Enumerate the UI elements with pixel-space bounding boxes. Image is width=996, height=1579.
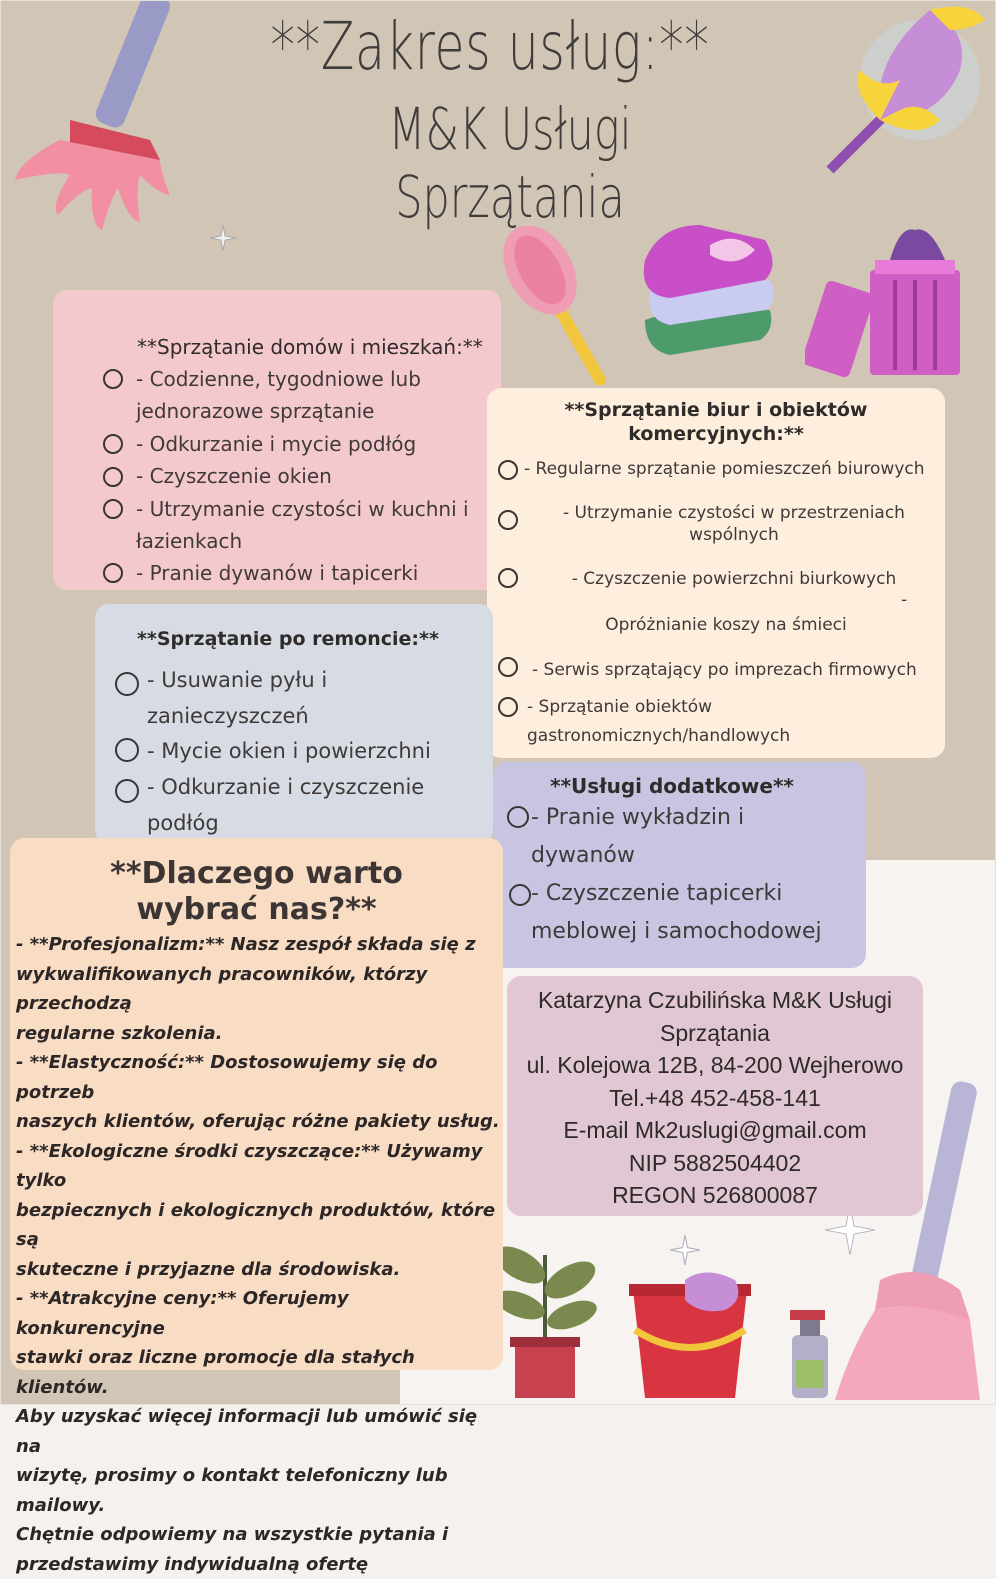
text-line: bezpiecznych i ekologicznych produktów, które są (16, 1196, 502, 1255)
office-heading-line-2: komercyjnych:** (487, 422, 945, 446)
list-item: dywanów (531, 837, 635, 875)
list-item: zanieczyszczeń (147, 698, 309, 734)
list-item: - Sprzątanie obiektów (527, 692, 712, 722)
text-line: Aby uzyskać więcej informacji lub umówić się na (16, 1402, 502, 1461)
list-item: - Utrzymanie czystości w przestrzeniach (524, 502, 944, 524)
office-heading-line-1: **Sprzątanie biur i obiektów (487, 398, 945, 422)
list-item: gastronomicznych/handlowych (527, 721, 790, 751)
contact-regon: REGON 526800087 (507, 1179, 923, 1212)
text-line: Chętnie odpowiemy na wszystkie pytania i (16, 1520, 502, 1550)
text-line: regularne szkolenia. (16, 1019, 502, 1049)
renovation-heading: **Sprzątanie po remoncie:** (137, 628, 439, 650)
list-item: - Czyszczenie powierzchni biurkowych (524, 564, 944, 594)
list-item: łazienkach (136, 525, 242, 557)
list-item: wspólnych (524, 524, 944, 546)
text-line: przedstawimy indywidualną ofertę (16, 1550, 502, 1579)
contact-address: ul. Kolejowa 12B, 84-200 Wejherowo (507, 1049, 923, 1082)
text-line: - **Profesjonalizm:** Nasz zespół składa się z (16, 930, 502, 960)
text-line: - **Elastyczność:** Dostosowujemy się do potrzeb (16, 1048, 502, 1107)
text-line: stawki oraz liczne promocje dla stałych klientów. (16, 1343, 502, 1402)
contact-name-cont: Sprzątania (507, 1017, 923, 1050)
list-item: - Odkurzanie i mycie podłóg (136, 428, 416, 460)
why-title-line-1: **Dlaczego warto (10, 856, 503, 892)
list-item: - Regularne sprzątanie pomieszczeń biurowych (524, 454, 925, 484)
text-line: skuteczne i przyjazne dla środowiska. (16, 1255, 502, 1285)
contact-phone[interactable]: Tel.+48 452-458-141 (507, 1082, 923, 1115)
list-item: - Pranie dywanów i tapicerki (136, 557, 418, 589)
list-item: - Odkurzanie i czyszczenie (147, 769, 424, 805)
text-line: naszych klientów, oferując różne pakiety usług. (16, 1107, 502, 1137)
list-item: podłóg (147, 805, 219, 841)
home-cleaning-heading: **Sprzątanie domów i mieszkań:** (137, 335, 483, 359)
list-item: meblowej i samochodowej (531, 913, 822, 951)
contact-nip: NIP 5882504402 (507, 1147, 923, 1180)
text-line: - **Ekologiczne środki czyszczące:** Używamy tylko (16, 1137, 502, 1196)
list-item: - Utrzymanie czystości w kuchni i (136, 493, 469, 525)
text-line: wizytę, prosimy o kontakt telefoniczny lub mailowy. (16, 1461, 502, 1520)
list-item: - Czyszczenie okien (136, 460, 332, 492)
list-item: - Codzienne, tygodniowe lub (136, 363, 421, 395)
title-line-2: M&K Usługi Sprzątania (295, 95, 724, 231)
list-item: - Serwis sprzątający po imprezach firmowych (532, 655, 917, 685)
why-title-line-2: wybrać nas?** (10, 892, 503, 928)
extra-services-heading: **Usługi dodatkowe** (493, 774, 851, 798)
list-item: - Usuwanie pyłu i (147, 662, 327, 698)
contact-name: Katarzyna Czubilińska M&K Usługi (507, 984, 923, 1017)
list-item: - Pranie wykładzin i (531, 799, 744, 837)
contact-email[interactable]: E-mail Mk2uslugi@gmail.com (507, 1114, 923, 1147)
list-item: Opróżnianie koszy na śmieci (507, 610, 945, 640)
list-item: - (901, 588, 907, 612)
title-line-1: **Zakres usług:** (261, 8, 720, 85)
list-item: - Czyszczenie tapicerki (531, 875, 782, 913)
list-item: - Mycie okien i powierzchni (147, 733, 431, 769)
text-line: - **Atrakcyjne ceny:** Oferujemy konkurencyjne (16, 1284, 502, 1343)
text-line: wykwalifikowanych pracowników, którzy przechodzą (16, 960, 502, 1019)
list-item: jednorazowe sprzątanie (136, 395, 374, 427)
